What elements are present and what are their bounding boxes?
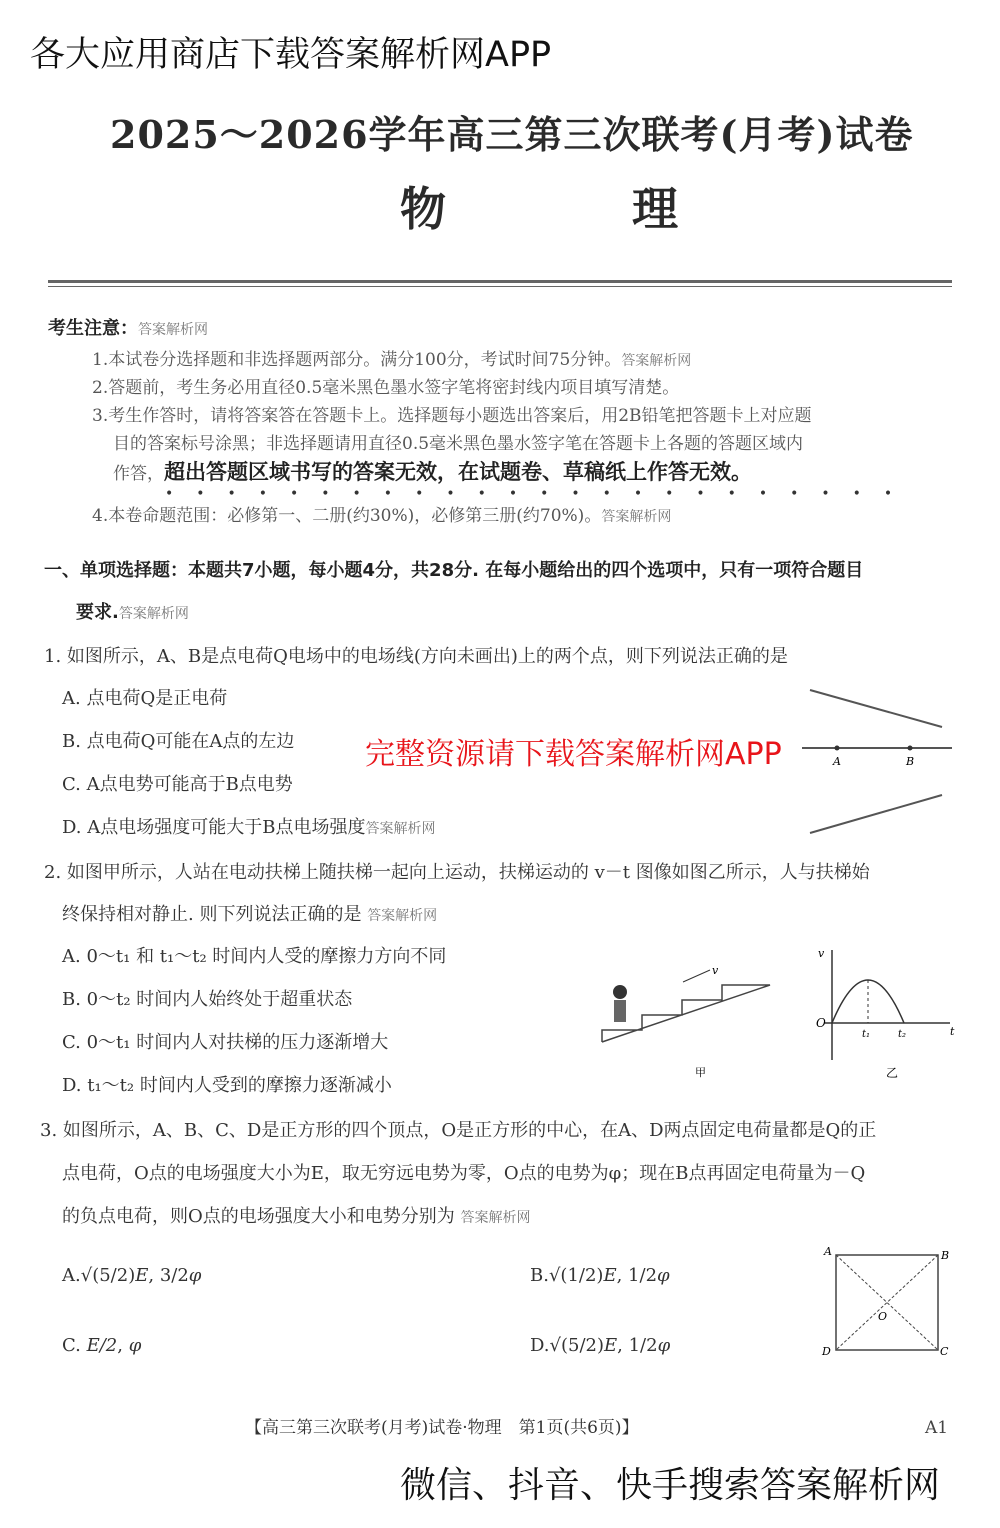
emphasis-dots: •••••••••••••••••••••••• xyxy=(165,486,916,502)
v-axis-label: v xyxy=(818,947,825,960)
q2-stem-cont: 终保持相对静止. 则下列说法正确的是 答案解析网 xyxy=(62,904,438,925)
vt-graph-figure xyxy=(810,945,960,1085)
watermark-bottom: 微信、抖音、快手搜索答案解析网 xyxy=(400,1465,941,1506)
q3-option-a: A.√(5/2)E, 3/2φ xyxy=(62,1265,202,1286)
t2-label: t₂ xyxy=(898,1029,907,1040)
q2-option-a: A. 0～t₁ 和 t₁～t₂ 时间内人受的摩擦力方向不同 xyxy=(62,946,447,967)
q1-option-c: C. A点电势可能高于B点电势 xyxy=(62,774,293,795)
footer-code: A1 xyxy=(925,1418,949,1438)
q3-stem-cont: 点电荷，O点的电场强度大小为E，取无穷远电势为零，O点的电势为φ；现在B点再固定电荷量为－Q xyxy=(62,1163,866,1184)
escalator-figure xyxy=(598,960,778,1080)
t-axis-label: t xyxy=(950,1025,955,1038)
figure-jia-label: 甲 xyxy=(695,1066,706,1079)
divider xyxy=(48,286,952,287)
q1-option-b: B. 点电荷Q可能在A点的左边 xyxy=(62,731,295,752)
point-b-label: B xyxy=(906,755,915,768)
t1-label: t₁ xyxy=(862,1029,871,1040)
point-a-label: A xyxy=(833,755,841,768)
notice-item-3-end: 作答，超出答题区域书写的答案无效，在试题卷、草稿纸上作答无效。 xyxy=(113,460,752,484)
vertex-b: B xyxy=(941,1249,950,1262)
q3-option-b: B.√(1/2)E, 1/2φ xyxy=(530,1265,670,1286)
watermark-center: 完整资源请下载答案解析网APP xyxy=(365,737,782,772)
q2-option-d: D. t₁～t₂ 时间内人受到的摩擦力逐渐减小 xyxy=(62,1075,392,1096)
footer-page-info: 【高三第三次联考(月考)试卷·物理 第1页(共6页)】 xyxy=(245,1418,639,1438)
vertex-c: C xyxy=(940,1345,949,1358)
q1-option-a: A. 点电荷Q是正电荷 xyxy=(62,688,228,709)
q2-stem: 2. 如图甲所示，人站在电动扶梯上随扶梯一起向上运动，扶梯运动的 v－t 图像如图乙所示，人与扶梯始 xyxy=(44,862,870,883)
notice-item-2: 2.答题前，考生务必用直径0.5毫米黑色墨水签字笔将密封线内项目填写清楚。 xyxy=(92,378,680,398)
exam-title: 2025～2026学年高三第三次联考(月考)试卷 xyxy=(110,112,914,157)
center-o: O xyxy=(878,1310,888,1323)
notice-item-1: 1.本试卷分选择题和非选择题两部分。满分100分，考试时间75分钟。答案解析网 xyxy=(92,350,692,370)
q3-option-d: D.√(5/2)E, 1/2φ xyxy=(530,1335,671,1356)
notice-item-3: 3.考生作答时，请将答案答在答题卡上。选择题每小题选出答案后，用2B铅笔把答题卡上对应题 xyxy=(92,406,812,426)
q3-stem: 3. 如图所示，A、B、C、D是正方形的四个顶点，O是正方形的中心，在A、D两点固定电荷量都是Q的正 xyxy=(40,1120,877,1141)
vertex-a: A xyxy=(824,1245,832,1258)
divider xyxy=(48,280,952,283)
q3-option-c: C. E/2, φ xyxy=(62,1335,142,1356)
vertex-d: D xyxy=(822,1345,831,1358)
q1-stem: 1. 如图所示，A、B是点电荷Q电场中的电场线(方向未画出)上的两个点，则下列说法正确的是 xyxy=(44,646,788,667)
q3-stem-end: 的负点电荷，则O点的电场强度大小和电势分别为 答案解析网 xyxy=(62,1206,531,1227)
q1-option-d: D. A点电场强度可能大于B点电场强度答案解析网 xyxy=(62,817,436,838)
section-heading-cont: 要求.答案解析网 xyxy=(76,602,189,623)
subject-title: 物 理 xyxy=(400,182,748,236)
q2-option-b: B. 0～t₂ 时间内人始终处于超重状态 xyxy=(62,989,353,1010)
velocity-label: v xyxy=(712,964,719,977)
origin-label: O xyxy=(816,1016,826,1030)
watermark-top: 各大应用商店下载答案解析网APP xyxy=(30,35,552,75)
notice-heading: 考生注意：答案解析网 xyxy=(48,318,208,339)
section-heading: 一、单项选择题：本题共7小题，每小题4分，共28分. 在每小题给出的四个选项中，只有一项符合题目 xyxy=(44,560,864,581)
figure-yi-label: 乙 xyxy=(886,1066,899,1080)
notice-item-4: 4.本卷命题范围：必修第一、二册(约30%)，必修第三册(约70%)。答案解析网 xyxy=(92,506,672,526)
q2-option-c: C. 0～t₁ 时间内人对扶梯的压力逐渐增大 xyxy=(62,1032,389,1053)
q3-square-figure xyxy=(820,1245,955,1360)
notice-item-3-cont: 目的答案标号涂黑；非选择题请用直径0.5毫米黑色墨水签字笔在答题卡上各题的答题区域内 xyxy=(113,434,804,454)
q1-field-line-figure xyxy=(800,685,955,840)
